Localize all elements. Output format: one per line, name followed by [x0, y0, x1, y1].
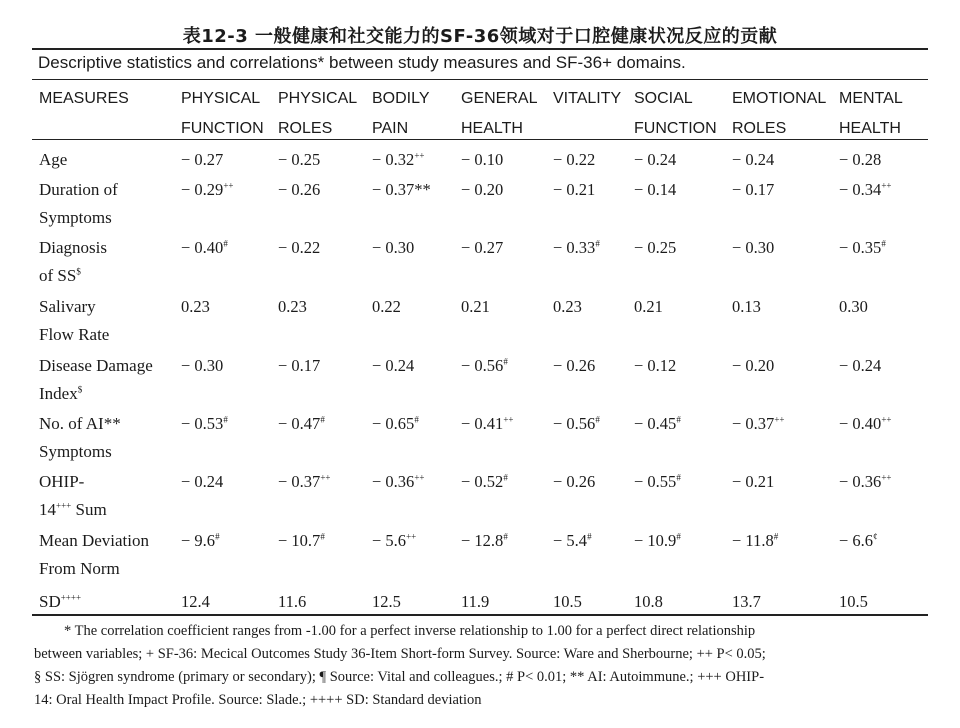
top-rule [32, 48, 928, 50]
cell-significance: # [320, 414, 325, 425]
row-label-line1: Salivary [39, 297, 96, 316]
cell-value: 12.4 [181, 592, 210, 611]
table-cell [732, 414, 784, 434]
row-label [39, 468, 189, 524]
cell-value: − 5.6 [372, 531, 407, 550]
row-label-sup: ++++ [60, 592, 82, 603]
cell-value: − 6.6 [839, 531, 874, 550]
header-col-3-line1: BODILY [372, 90, 430, 107]
cell-value: − 0.17 [278, 356, 321, 375]
cell-value: − 0.37** [372, 180, 431, 199]
cell-value: − 0.56 [553, 414, 596, 433]
cell-value: − 0.22 [278, 238, 321, 257]
table-cell [634, 356, 676, 376]
cell-significance: # [223, 238, 228, 249]
table-cell [732, 592, 761, 612]
cell-value: − 0.24 [839, 356, 882, 375]
cell-significance: ++ [320, 472, 331, 483]
cell-significance: # [320, 531, 325, 542]
cell-value: − 0.21 [553, 180, 596, 199]
table-cell [732, 297, 761, 317]
row-label-line2: 14 [39, 500, 56, 519]
row-label-line1: Duration of [39, 180, 118, 199]
header-col-2-line2: ROLES [278, 120, 333, 137]
cell-value: − 0.30 [732, 238, 775, 257]
table-cell [553, 531, 592, 551]
header-col-5-line1: VITALITY [553, 90, 622, 107]
cell-value: − 0.32 [372, 150, 415, 169]
cell-value: − 0.37 [278, 472, 321, 491]
table-cell [553, 414, 600, 434]
cell-value: − 0.30 [181, 356, 224, 375]
row-label-sup: $ [77, 384, 83, 395]
cell-value: − 0.40 [181, 238, 224, 257]
cell-value: − 0.27 [181, 150, 224, 169]
table-cell [839, 297, 868, 317]
row-label [39, 410, 189, 466]
cell-value: − 0.41 [461, 414, 504, 433]
table-cell [461, 531, 508, 551]
cell-value: − 5.4 [553, 531, 588, 550]
cell-value: 0.22 [372, 297, 401, 316]
table-cell [372, 472, 424, 492]
cell-value: 10.5 [553, 592, 582, 611]
cell-value: − 0.27 [461, 238, 504, 257]
cell-significance: # [595, 238, 600, 249]
table-caption: 表12-3 一般健康和社交能力的SF-36领域对于口腔健康状况反应的贡献 [182, 26, 778, 47]
table-cell [634, 238, 676, 258]
header-col-3-line2: PAIN [372, 120, 409, 137]
table-cell [839, 238, 886, 258]
cell-significance: # [676, 531, 681, 542]
cell-value: 0.30 [839, 297, 868, 316]
table-cell [634, 592, 663, 612]
cell-value: − 0.29 [181, 180, 224, 199]
cell-value: − 0.33 [553, 238, 596, 257]
cell-significance: ++ [881, 180, 892, 191]
cell-value: 0.23 [553, 297, 582, 316]
header-col-8-line1: MENTAL [839, 90, 903, 107]
table-cell [278, 592, 306, 612]
table-cell [732, 180, 774, 200]
table-cell [278, 297, 307, 317]
table-cell [634, 297, 663, 317]
header-measures: MEASURES [39, 90, 129, 107]
table-cell [181, 180, 233, 200]
table-cell [372, 297, 401, 317]
cell-significance: # [587, 531, 592, 542]
cell-value: − 0.35 [839, 238, 882, 257]
cell-value: − 0.37 [732, 414, 775, 433]
table-cell [461, 592, 489, 612]
table-cell [372, 414, 419, 434]
table-cell [372, 592, 401, 612]
cell-value: − 0.24 [634, 150, 677, 169]
row-label [39, 352, 189, 408]
header-col-6-line2: FUNCTION [634, 120, 717, 137]
row-label [39, 588, 189, 616]
cell-value: − 0.56 [461, 356, 504, 375]
cell-value: − 0.17 [732, 180, 775, 199]
table-cell [372, 356, 414, 376]
table-cell [732, 472, 774, 492]
table-cell [732, 531, 778, 551]
table-cell [839, 414, 891, 434]
cell-value: − 0.26 [553, 472, 596, 491]
row-label [39, 293, 189, 349]
table-cell [839, 150, 881, 170]
table-cell [181, 297, 210, 317]
row-label [39, 146, 189, 174]
header-col-8-line2: HEALTH [839, 120, 901, 137]
table-subtitle: Descriptive statistics and correlations* between study measures and SF-36+ domains. [38, 53, 686, 72]
bottom-rule [32, 614, 928, 616]
row-label-line2: Flow Rate [39, 325, 110, 344]
cell-value: − 9.6 [181, 531, 216, 550]
cell-value: − 0.34 [839, 180, 882, 199]
row-label-tail: Sum [71, 500, 107, 519]
table-cell [634, 414, 681, 434]
header-col-6-line1: SOCIAL [634, 90, 693, 107]
cell-significance: ++ [881, 472, 892, 483]
table-cell [181, 531, 220, 551]
row-label-line1: Age [39, 150, 68, 169]
cell-value: − 0.28 [839, 150, 882, 169]
row-label-line1: No. of AI** [39, 414, 121, 433]
cell-value: 12.5 [372, 592, 401, 611]
cell-significance: ++ [881, 414, 892, 425]
cell-value: − 0.40 [839, 414, 882, 433]
cell-value: 10.5 [839, 592, 868, 611]
header-col-2-line1: PHYSICAL [278, 90, 358, 107]
table-cell [278, 531, 325, 551]
cell-value: − 0.14 [634, 180, 677, 199]
cell-significance: # [676, 414, 681, 425]
table-cell [732, 356, 774, 376]
cell-significance: ++ [503, 414, 514, 425]
cell-value: 0.23 [278, 297, 307, 316]
table-cell [181, 592, 210, 612]
table-cell [839, 592, 868, 612]
row-label [39, 234, 189, 290]
cell-significance: ++ [414, 150, 425, 161]
footnote-line: § SS: Sjögren syndrome (primary or secondary); ¶ Source: Vital and colleagues.; # P< 0.01; ** AI: Autoimmune.; +++ OHIP- [34, 669, 765, 685]
row-label-line2: Symptoms [39, 208, 112, 227]
cell-significance: # [503, 356, 508, 367]
header-col-1-line1: PHYSICAL [181, 90, 261, 107]
cell-significance: # [881, 238, 886, 249]
table-cell [634, 531, 681, 551]
footnote-line: between variables; + SF-36: Mecical Outcomes Study 36-Item Short-form Survey. Source: Ware and Sherbourne; ++ P< 0.05; [34, 646, 766, 662]
cell-significance: # [676, 472, 681, 483]
table-cell [634, 150, 676, 170]
cell-significance: ++ [414, 472, 425, 483]
table-cell [732, 238, 774, 258]
row-label-sup: +++ [56, 500, 72, 511]
table-cell [372, 531, 416, 551]
table-cell [553, 592, 582, 612]
table-cell [278, 472, 330, 492]
header-col-1-line2: FUNCTION [181, 120, 264, 137]
table-cell [839, 531, 878, 551]
cell-significance: # [773, 531, 779, 542]
cell-value: − 10.7 [278, 531, 321, 550]
footnote-line: * The correlation coefficient ranges from -1.00 for a perfect inverse relationship to 1.00 for a perfect direct relationship [64, 623, 756, 639]
table-cell [732, 150, 774, 170]
cell-value: − 11.8 [732, 531, 774, 550]
header-rule [32, 139, 928, 140]
cell-significance: # [223, 414, 228, 425]
table-cell [553, 472, 595, 492]
cell-value: − 0.36 [372, 472, 415, 491]
table-cell [461, 356, 508, 376]
row-label [39, 176, 189, 232]
table-cell [278, 414, 325, 434]
cell-value: − 0.26 [278, 180, 321, 199]
cell-value: − 0.12 [634, 356, 677, 375]
table-cell [553, 180, 595, 200]
table-cell [553, 150, 595, 170]
cell-value: − 0.36 [839, 472, 882, 491]
cell-value: 0.13 [732, 297, 761, 316]
cell-significance: ++ [774, 414, 785, 425]
cell-value: 0.21 [461, 297, 490, 316]
cell-value: − 0.21 [732, 472, 775, 491]
table-cell [278, 238, 320, 258]
cell-significance: # [503, 531, 508, 542]
table-cell [181, 150, 223, 170]
table-cell [461, 180, 503, 200]
row-label [39, 527, 189, 583]
cell-value: − 0.24 [181, 472, 224, 491]
table-cell [553, 238, 600, 258]
row-label-line1: Disease Damage [39, 356, 153, 375]
cell-value: − 12.8 [461, 531, 504, 550]
cell-value: − 0.52 [461, 472, 504, 491]
table-cell [839, 180, 891, 200]
footnote-line: 14: Oral Health Impact Profile. Source: Slade.; ++++ SD: Standard deviation [34, 692, 482, 708]
row-label-line2: Index [39, 384, 78, 403]
table-cell [181, 472, 223, 492]
cell-value: 11.9 [461, 592, 490, 611]
row-label-line1: Diagnosis [39, 238, 107, 257]
table-cell [278, 150, 320, 170]
table-cell [461, 472, 508, 492]
subtitle-rule [32, 79, 928, 80]
table-cell [461, 150, 503, 170]
cell-significance: # [503, 472, 508, 483]
table-cell [839, 356, 881, 376]
cell-value: − 0.47 [278, 414, 321, 433]
row-label-line1: OHIP- [39, 472, 85, 491]
cell-value: − 0.26 [553, 356, 596, 375]
cell-value: 0.21 [634, 297, 663, 316]
table-cell [634, 472, 681, 492]
cell-value: − 10.9 [634, 531, 677, 550]
cell-significance: # [215, 531, 220, 542]
cell-value: − 0.22 [553, 150, 596, 169]
row-label-line1: Mean Deviation [39, 531, 149, 550]
header-col-7-line1: EMOTIONAL [732, 90, 827, 107]
cell-value: − 0.55 [634, 472, 677, 491]
cell-value: − 0.10 [461, 150, 504, 169]
cell-significance: ++ [406, 531, 417, 542]
table-cell [181, 414, 228, 434]
row-label-line1: SD [39, 592, 61, 611]
table-cell [372, 180, 431, 200]
cell-value: − 0.45 [634, 414, 677, 433]
cell-significance: # [414, 414, 419, 425]
table-cell [461, 238, 503, 258]
cell-value: 11.6 [278, 592, 307, 611]
header-col-7-line2: ROLES [732, 120, 787, 137]
cell-significance: ++ [223, 180, 234, 191]
table-cell [181, 238, 228, 258]
cell-value: − 0.25 [278, 150, 321, 169]
table-cell [181, 356, 223, 376]
row-label-line2: Symptoms [39, 442, 112, 461]
row-label-line2: of SS [39, 266, 77, 285]
table-cell [553, 356, 595, 376]
table-cell [461, 414, 513, 434]
table-cell [278, 180, 320, 200]
cell-value: − 0.20 [461, 180, 504, 199]
header-col-4-line1: GENERAL [461, 90, 538, 107]
table-cell [278, 356, 320, 376]
cell-value: − 0.25 [634, 238, 677, 257]
header-col-4-line2: HEALTH [461, 120, 523, 137]
table-cell [634, 180, 676, 200]
cell-value: 10.8 [634, 592, 663, 611]
cell-value: 0.23 [181, 297, 210, 316]
row-label-sup: $ [76, 266, 81, 277]
cell-value: − 0.20 [732, 356, 775, 375]
cell-value: − 0.30 [372, 238, 415, 257]
table-cell [553, 297, 582, 317]
row-label-line2: From Norm [39, 559, 120, 578]
cell-significance: # [595, 414, 600, 425]
cell-value: − 0.24 [732, 150, 775, 169]
cell-significance: ¢ [873, 531, 878, 542]
cell-value: 13.7 [732, 592, 761, 611]
cell-value: − 0.53 [181, 414, 224, 433]
table-cell [372, 238, 414, 258]
table-cell [839, 472, 891, 492]
table-cell [372, 150, 424, 170]
cell-value: − 0.65 [372, 414, 415, 433]
table-cell [461, 297, 490, 317]
cell-value: − 0.24 [372, 356, 415, 375]
